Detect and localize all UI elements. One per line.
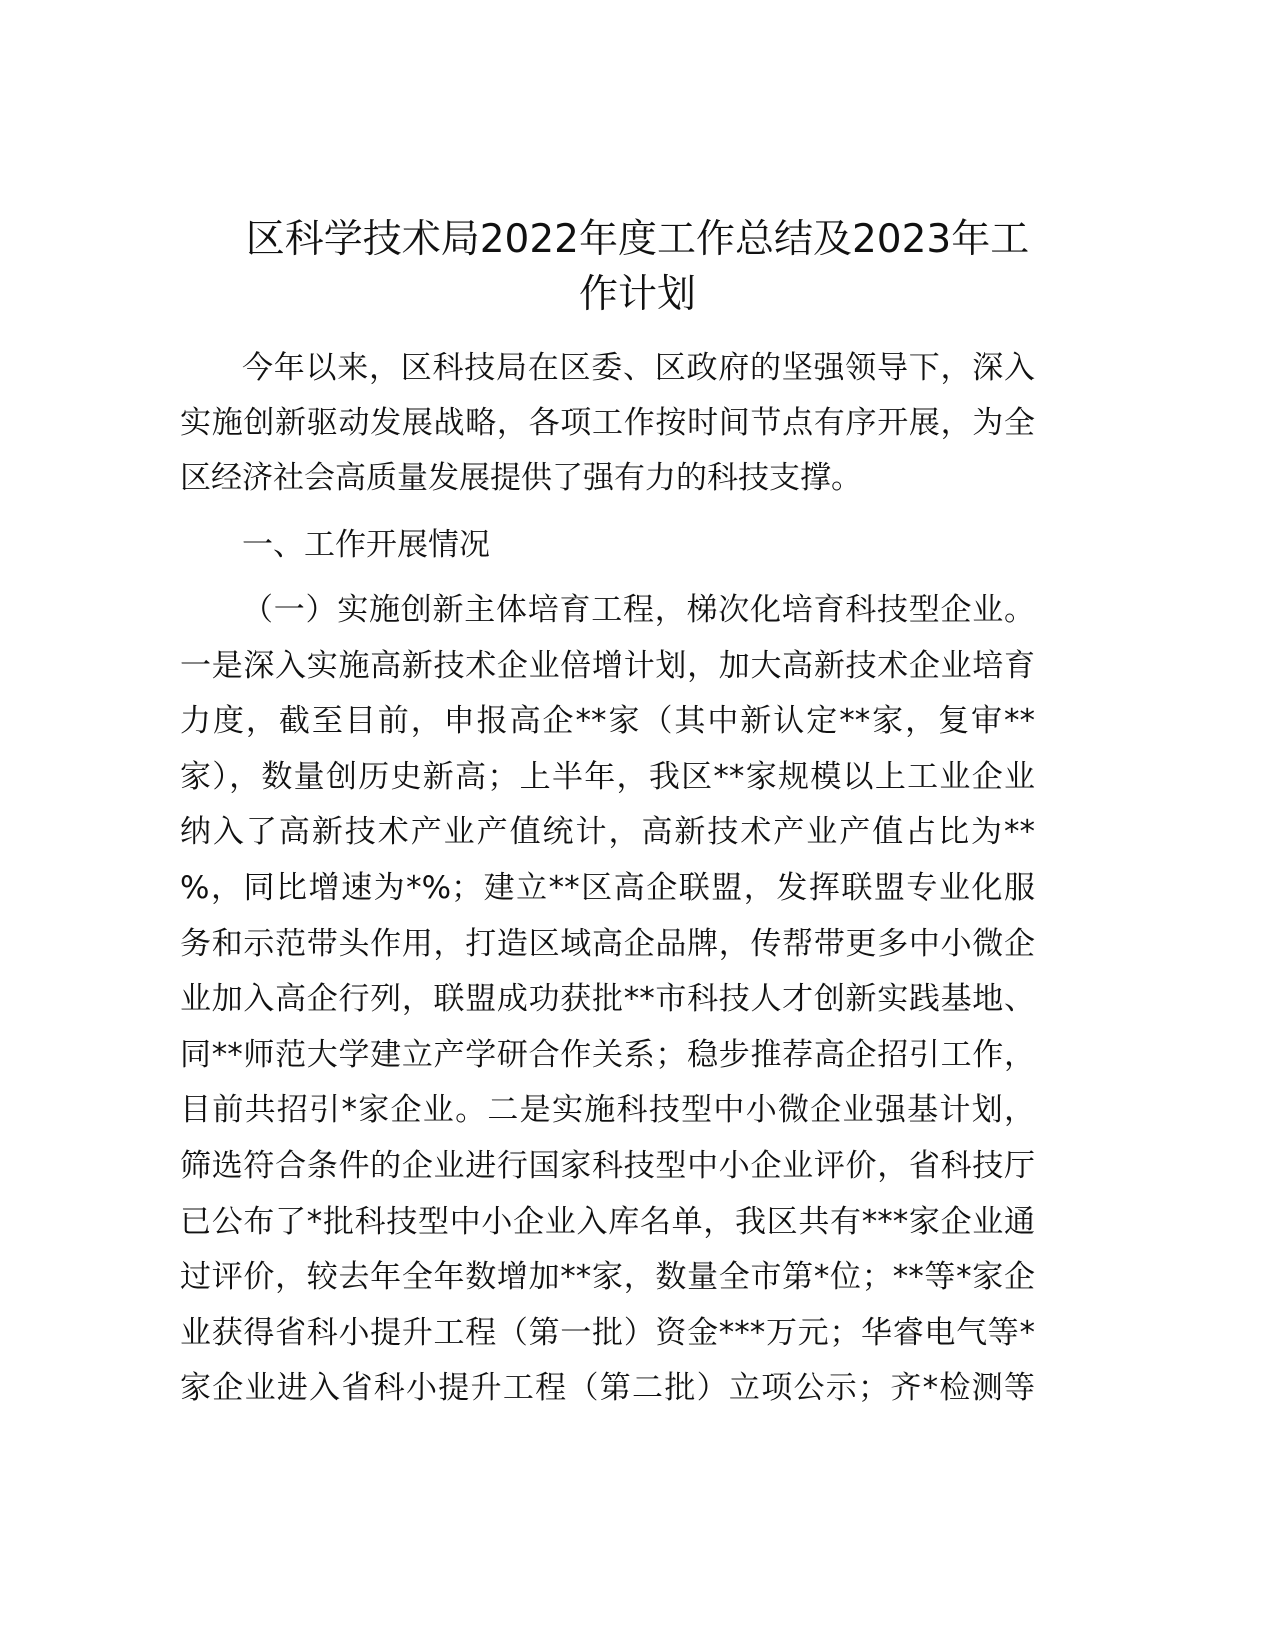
body-line: 过评价，较去年全年数增加**家，数量全市第*位；**等*家企 xyxy=(180,1259,1035,1295)
body-line: 家），数量创历史新高；上半年，我区**家规模以上工业企业 xyxy=(180,759,1035,795)
body-line: %，同比增速为*%；建立**区高企联盟，发挥联盟专业化服 xyxy=(180,870,1035,906)
body-line: （一）实施创新主体培育工程，梯次化培育科技型企业。 xyxy=(242,592,1035,628)
body-line: 筛选符合条件的企业进行国家科技型中小企业评价，省科技厅 xyxy=(180,1148,1035,1184)
body-line: 已公布了*批科技型中小企业入库名单，我区共有***家企业通 xyxy=(180,1204,1035,1240)
intro-line: 今年以来，区科技局在区委、区政府的坚强领导下，深入 xyxy=(242,350,1035,386)
body-line: 纳入了高新技术产业产值统计，高新技术产业产值占比为** xyxy=(180,814,1035,850)
body-line: 务和示范带头作用，打造区域高企品牌，传帮带更多中小微企 xyxy=(180,926,1035,962)
body-line: 业获得省科小提升工程（第一批）资金***万元；华睿电气等* xyxy=(180,1315,1035,1351)
body-line: 家企业进入省科小提升工程（第二批）立项公示；齐*检测等 xyxy=(180,1370,1035,1406)
body-line: 目前共招引*家企业。二是实施科技型中小微企业强基计划， xyxy=(180,1092,1035,1128)
body-line: 力度，截至目前，申报高企**家（其中新认定**家，复审** xyxy=(180,703,1035,739)
document-title-line-2: 作计划 xyxy=(578,272,696,317)
document-title-line-1: 区科学技术局2022年度工作总结及2023年工 xyxy=(245,217,1030,262)
body-line: 同**师范大学建立产学研合作关系；稳步推荐高企招引工作， xyxy=(180,1037,1035,1073)
body-line: 业加入高企行列，联盟成功获批**市科技人才创新实践基地、 xyxy=(180,981,1035,1017)
intro-line: 区经济社会高质量发展提供了强有力的科技支撑。 xyxy=(180,460,862,496)
intro-line: 实施创新驱动发展战略，各项工作按时间节点有序开展，为全 xyxy=(180,405,1035,441)
section-heading: 一、工作开展情况 xyxy=(242,527,490,563)
body-line: 一是深入实施高新技术企业倍增计划，加大高新技术企业培育 xyxy=(180,648,1035,684)
